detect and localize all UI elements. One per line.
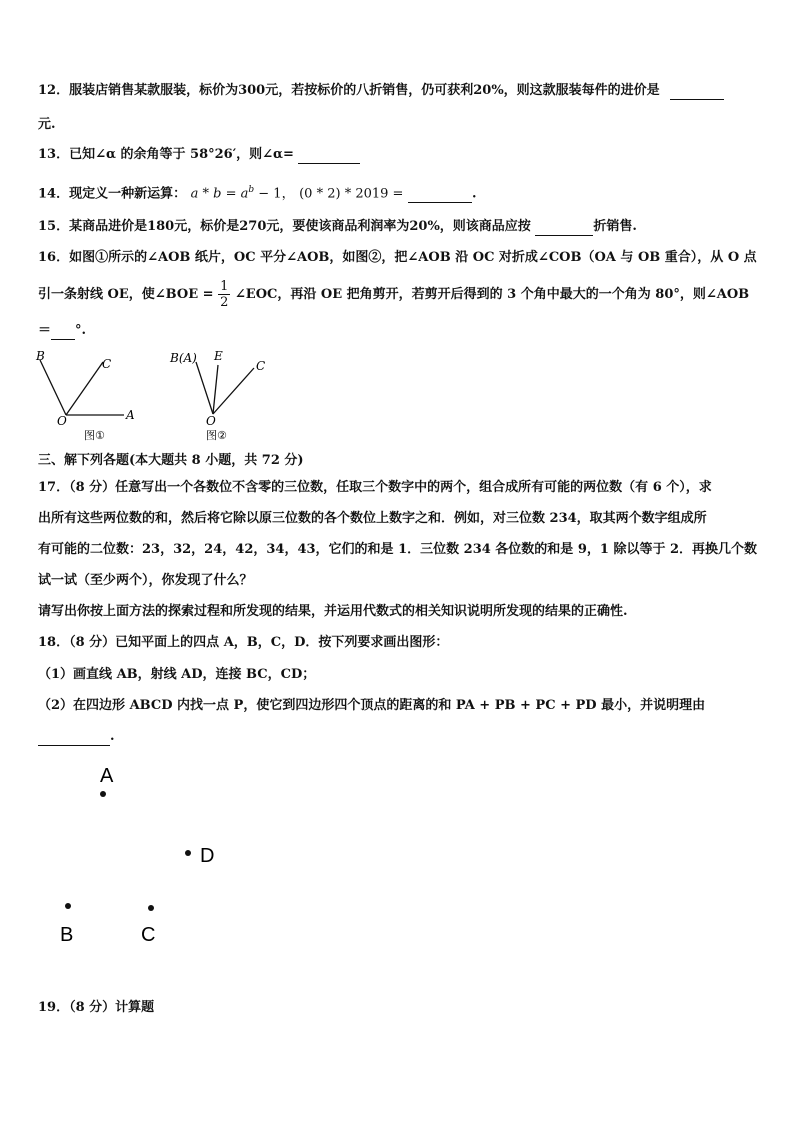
question-13-text: 13．已知∠α 的余角等于 58°26′，则∠α= — [38, 147, 294, 162]
figure-2-folded-angle — [168, 348, 278, 448]
question-17-line-1: 17．（8 分）任意写出一个各数位不含零的三位数，任取三个数字中的两个，组合成所有可能的两位数（有 6 个），求 — [38, 480, 712, 495]
question-17-line-5: 请写出你按上面方法的探索过程和所发现的结果，并运用代数式的相关知识说明所发现的结果的正确性. — [38, 604, 628, 619]
fraction-one-half — [218, 279, 230, 310]
figure-2-caption: 图② — [206, 429, 227, 442]
answer-blank — [408, 188, 472, 203]
point-d — [185, 850, 191, 856]
ray-oc — [66, 362, 103, 415]
question-16-line-3a: ＝ — [38, 323, 52, 338]
question-17-line-4: 试一试（至少两个），你发现了什么？ — [38, 573, 253, 588]
label-e: E — [214, 349, 223, 363]
section-3-title: 三、解下列各题(本大题共 8 小题，共 72 分) — [38, 453, 304, 468]
point-label-a: A — [100, 765, 114, 787]
question-18-line-4-tail: . — [110, 729, 115, 744]
question-15-tail: 折销售. — [593, 219, 637, 234]
question-17-line-3: 有可能的二位数：23，32，24，42，34，43，它们的和是 1．三位数 234 各位数的和是 9，1 除以等于 2．再换几个数 — [38, 542, 758, 557]
question-15 — [38, 218, 637, 236]
answer-blank — [298, 149, 360, 164]
question-16-line-2a: 引一条射线 OE，使∠BOE = — [38, 287, 214, 302]
label-c: C — [256, 359, 266, 373]
question-18-line-3: （2）在四边形 ABCD 内找一点 P，使它到四边形四个顶点的距离的和 PA + PB + PC + PD 最小，并说明理由 — [38, 698, 706, 713]
label-o: O — [206, 414, 216, 428]
question-12-text: 12．服装店销售某款服装，标价为300元，若按标价的八折销售，仍可获利20%，则这款服装每件的进价是 — [38, 83, 660, 98]
answer-blank — [51, 325, 75, 340]
point-a — [100, 791, 106, 797]
point-b — [65, 903, 71, 909]
points-figure-abcd — [50, 758, 250, 958]
point-c — [148, 905, 154, 911]
label-b: B — [36, 349, 45, 363]
ray-ob — [40, 360, 66, 415]
question-17-line-2: 出所有这些两位数的和，然后将它除以原三位数的各个数位上数字之和．例如，对三位数 234，取其两个数字组成所 — [38, 511, 707, 526]
question-19: 19．（8 分）计算题 — [38, 1000, 155, 1015]
question-12 — [38, 82, 724, 100]
question-16-line-1: 16．如图①所示的∠AOB 纸片，OC 平分∠AOB，如图②，把∠AOB 沿 OC 对折成∠COB（OA 与 OB 重合），从 O 点 — [38, 250, 757, 265]
answer-blank — [670, 85, 724, 100]
label-a: A — [126, 408, 135, 422]
figure-1-caption: 图① — [84, 429, 105, 442]
question-16-line-2 — [38, 278, 749, 312]
label-o: O — [57, 414, 67, 428]
answer-blank — [535, 221, 593, 236]
question-14 — [38, 181, 477, 203]
ray-ob-oa — [196, 362, 213, 414]
label-c: C — [102, 357, 112, 371]
question-14-text: 14．现定义一种新运算： — [38, 186, 187, 202]
question-14-formula-tail: − 1， — [254, 186, 295, 202]
question-14-end: . — [471, 186, 477, 202]
figure-1-angle-aob — [30, 348, 150, 448]
fraction-numerator: 1 — [220, 279, 229, 294]
fraction-denominator: 2 — [220, 295, 229, 310]
ray-oe — [213, 365, 218, 414]
question-16-line-3 — [38, 322, 86, 340]
question-18-line-1: 18．（8 分）已知平面上的四点 A，B，C，D．按下列要求画出图形： — [38, 635, 449, 650]
question-14-exponent: b — [248, 185, 255, 195]
answer-blank — [38, 731, 110, 746]
ray-oc — [213, 368, 254, 414]
label-b-a: B(A) — [170, 351, 197, 365]
question-14-formula: a * b = a — [190, 186, 249, 202]
point-label-c: C — [141, 924, 156, 946]
point-label-d: D — [200, 845, 215, 867]
question-16-line-2b: ∠EOC，再沿 OE 把角剪开，若剪开后得到的 3 个角中最大的一个角为 80°，则∠AOB — [234, 287, 750, 302]
point-label-b: B — [60, 924, 74, 946]
question-18-line-2: （1）画直线 AB，射线 AD，连接 BC，CD； — [38, 667, 316, 682]
question-16-line-3b: °. — [75, 323, 87, 338]
question-14-expression: (0 * 2) * 2019 = — [299, 186, 404, 202]
question-18-line-4 — [38, 728, 115, 746]
question-15-text: 15．某商品进价是180元，标价是270元，要使该商品利润率为20%，则该商品应按 — [38, 219, 531, 234]
question-12-tail: 元. — [38, 117, 56, 132]
question-13 — [38, 146, 360, 164]
